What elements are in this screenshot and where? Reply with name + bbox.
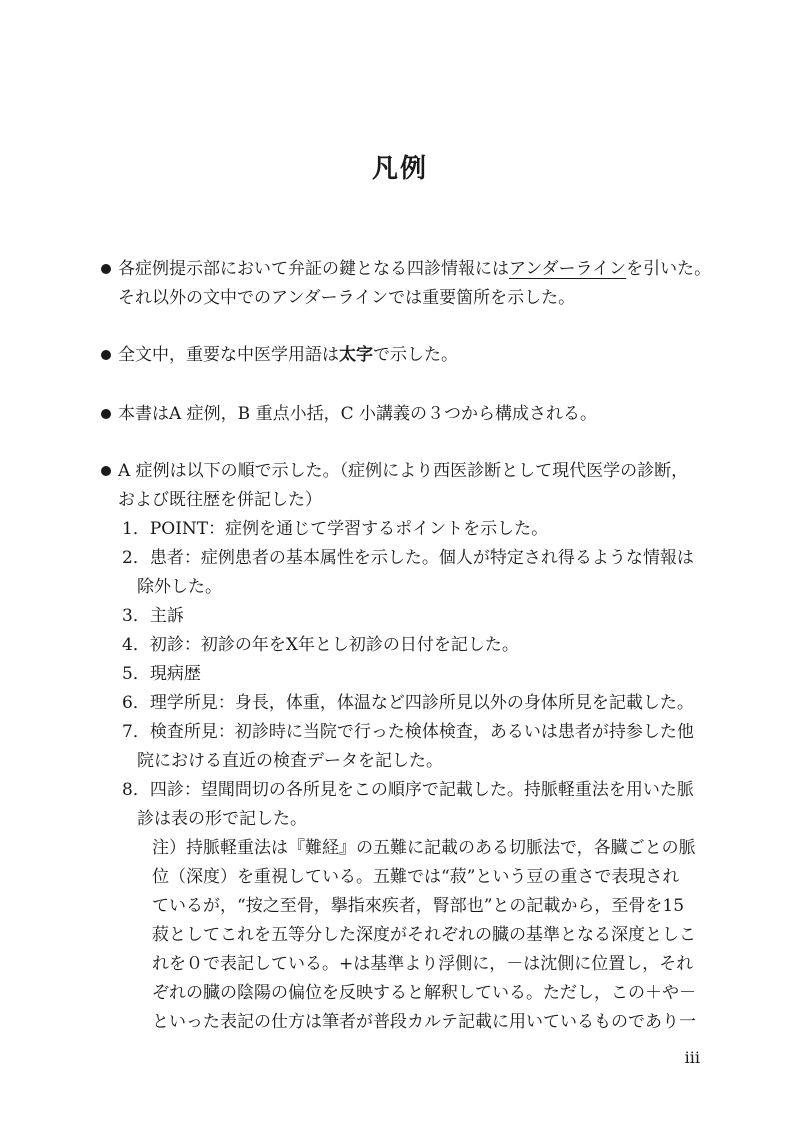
bullet-icon xyxy=(101,264,111,274)
underlined-term: アンダーライン xyxy=(509,259,627,279)
list-item: 7．検査所見：初診時に当院で行った検体検査，あるいは患者が持参した他 xyxy=(122,722,694,742)
text: を引いた。 xyxy=(626,259,712,279)
legend-item-2 xyxy=(118,343,758,367)
list-item: 2．患者：症例患者の基本属性を示した。個人が特定され得るような情報は xyxy=(122,548,694,568)
legend-item-1-line2: それ以外の文中でのアンダーラインでは重要箇所を示した。 xyxy=(118,288,576,308)
note-line: れを０で表記している。+は基準より浮側に，－は沈側に位置し，それ xyxy=(152,954,694,974)
list-item-cont: 除外した。 xyxy=(137,577,222,597)
list-item: 8．四診：望聞問切の各所見をこの順序で記載した。持脈軽重法を用いた脈 xyxy=(122,780,694,800)
legend-item-1 xyxy=(118,257,758,281)
bullet-icon xyxy=(101,409,111,419)
page-number: iii xyxy=(684,1048,700,1067)
list-item-cont: 院における直近の検査データを記した。 xyxy=(137,751,443,771)
list-item: 4．初診：初診の年をX年とし初診の日付を記した。 xyxy=(122,635,519,655)
list-item: 6．理学所見：身長，体重，体温など四診所見以外の身体所見を記載した。 xyxy=(122,693,694,713)
note-line: ているが，“按之至骨，擧指來疾者，腎部也”との記載から，至骨を15 xyxy=(152,896,685,916)
note-line: 菽としてこれを五等分した深度がそれぞれの臓の基準となる深度としこ xyxy=(152,925,696,945)
legend-item-4-line2: および既往歴を併記した） xyxy=(118,490,322,510)
note-line: といった表記の仕方は筆者が普段カルテ記載に用いているものであり一 xyxy=(152,1012,696,1032)
text: 各症例提示部において弁証の鍵となる四診情報には xyxy=(118,259,509,279)
text: 全文中，重要な中医学用語は xyxy=(118,345,339,365)
bullet-icon xyxy=(101,466,111,476)
list-item: 1．POINT：症例を通じて学習するポイントを示した。 xyxy=(122,519,549,539)
list-item: 3．主訴 xyxy=(122,606,184,626)
list-item: 5．現病歴 xyxy=(122,664,201,684)
legend-item-4: A 症例は以下の順で示した。（症例により西医診断として現代医学の診断， xyxy=(118,461,689,481)
list-item-cont: 診は表の形で記した。 xyxy=(137,809,307,829)
legend-item-3: 本書はA 症例，B 重点小括，C 小講義の３つから構成される。 xyxy=(118,404,597,424)
bullet-icon xyxy=(101,350,111,360)
text: で示した。 xyxy=(373,345,458,365)
page-title: 凡例 xyxy=(371,154,428,184)
note-line: 位（深度）を重視している。五難では“菽”という豆の重さで表現され xyxy=(152,867,680,887)
bold-term: 太字 xyxy=(339,345,373,365)
note-line: ぞれの臓の陰陽の偏位を反映すると解釈している。ただし，この＋や－ xyxy=(152,983,696,1003)
note-line: 注）持脈軽重法は『難経』の五難に記載のある切脈法で，各臓ごとの脈 xyxy=(152,838,696,858)
